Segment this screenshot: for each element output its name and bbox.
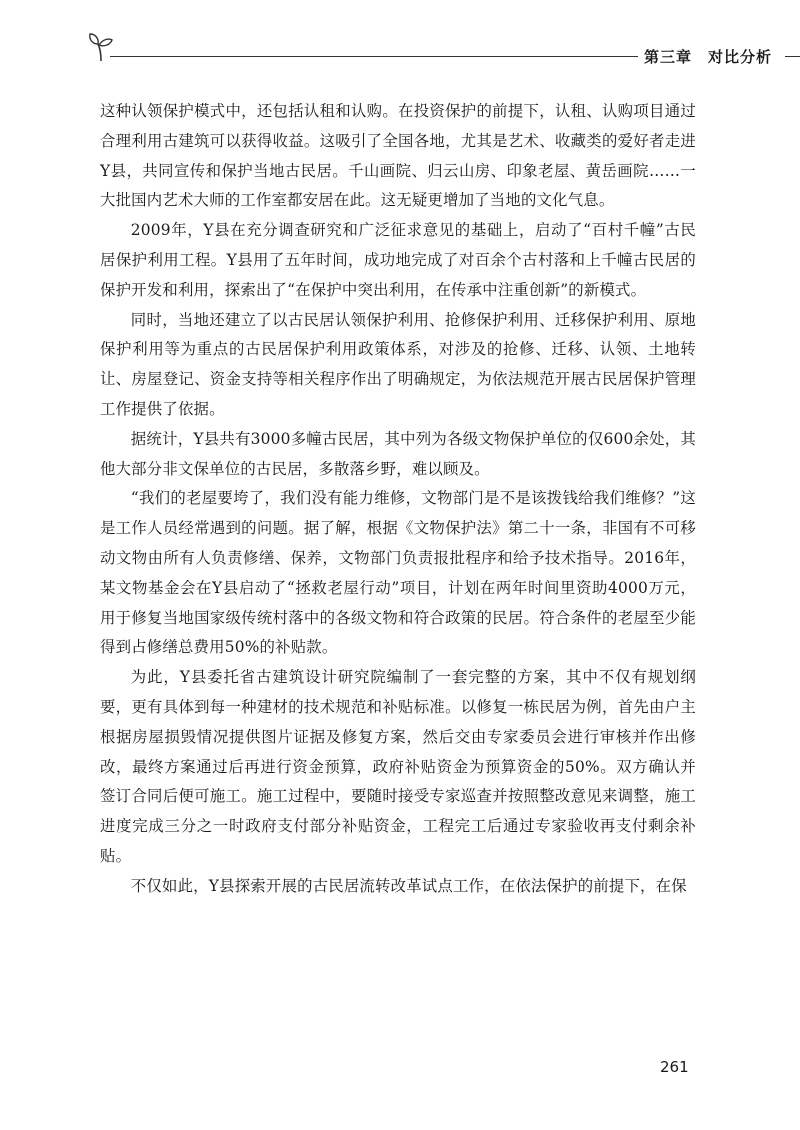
body-text bbox=[100, 97, 696, 902]
chapter-title: 第三章 对比分析 bbox=[644, 48, 773, 66]
page-number: 261 bbox=[660, 1058, 689, 1076]
paragraph: 同时，当地还建立了以古民居认领保护利用、抢修保护利用、迁移保护利用、原地保护利用等为重点的古民居保护利用政策体系，对涉及的抢修、迁移、认领、土地转让、房屋登记、资金支持等相关程序作出了明确规定，为依法规范开展古民居保护管理工作提供了依据。 bbox=[100, 310, 696, 418]
paragraph: 这种认领保护模式中，还包括认租和认购。在投资保护的前提下，认租、认购项目通过合理利用古建筑可以获得收益。这吸引了全国各地，尤其是艺术、收藏类的爱好者走进Y县，共同宣传和保护当地古民居。千山画院、归云山房、印象老屋、黄岳画院……一大批国内艺术大师的工作室都安居在此。这无疑更增加了当地的文化气息。 bbox=[100, 102, 696, 210]
paragraph: 2009年，Y县在充分调查研究和广泛征求意见的基础上，启动了“百村千幢”古民居保护利用工程。Y县用了五年时间，成功地完成了对百余个古村落和上千幢古民居的保护开发和利用，探索出了“在保护中突出利用，在传承中注重创新”的新模式。 bbox=[100, 221, 696, 299]
sprout-icon bbox=[88, 32, 114, 62]
header-rule-left bbox=[110, 56, 638, 57]
paragraph: 为此，Y县委托省古建筑设计研究院编制了一套完整的方案，其中不仅有规划纲要，更有具体到每一种建材的技术规范和补贴标准。以修复一栋民居为例，首先由户主根据房屋损毁情况提供图片证据及修复方案，然后交由专家委员会进行审核并作出修改，最终方案通过后再进行资金预算，政府补贴资金为预算资金的50%。双方确认并签订合同后便可施工。施工过程中，要随时接受专家巡查并按照整改意见来调整，施工进度完成三分之一时政府支付部分补贴资金，工程完工后通过专家验收再支付剩余补贴。 bbox=[100, 668, 696, 865]
running-header bbox=[88, 30, 773, 70]
paragraph: 不仅如此，Y县探索开展的古民居流转改革试点工作，在依法保护的前提下，在保 bbox=[130, 876, 687, 895]
header-rule-right bbox=[785, 56, 800, 57]
paragraph: 据统计，Y县共有3000多幢古民居，其中列为各级文物保护单位的仅600余处，其他大部分非文保单位的古民居，多散落乡野，难以顾及。 bbox=[100, 429, 696, 478]
paragraph: “我们的老屋要垮了，我们没有能力维修，文物部门是不是该拨钱给我们维修？”这是工作人员经常遇到的问题。据了解，根据《文物保护法》第二十一条，非国有不可移动文物由所有人负责修缮、保养，文物部门负责报批程序和给予技术指导。2016年，某文物基金会在Y县启动了“拯救老屋行动”项目，计划在两年时间里资助4000万元，用于修复当地国家级传统村落中的各级文物和符合政策的民居。符合条件的老屋至少能得到占修缮总费用50%的补贴款。 bbox=[100, 489, 696, 657]
